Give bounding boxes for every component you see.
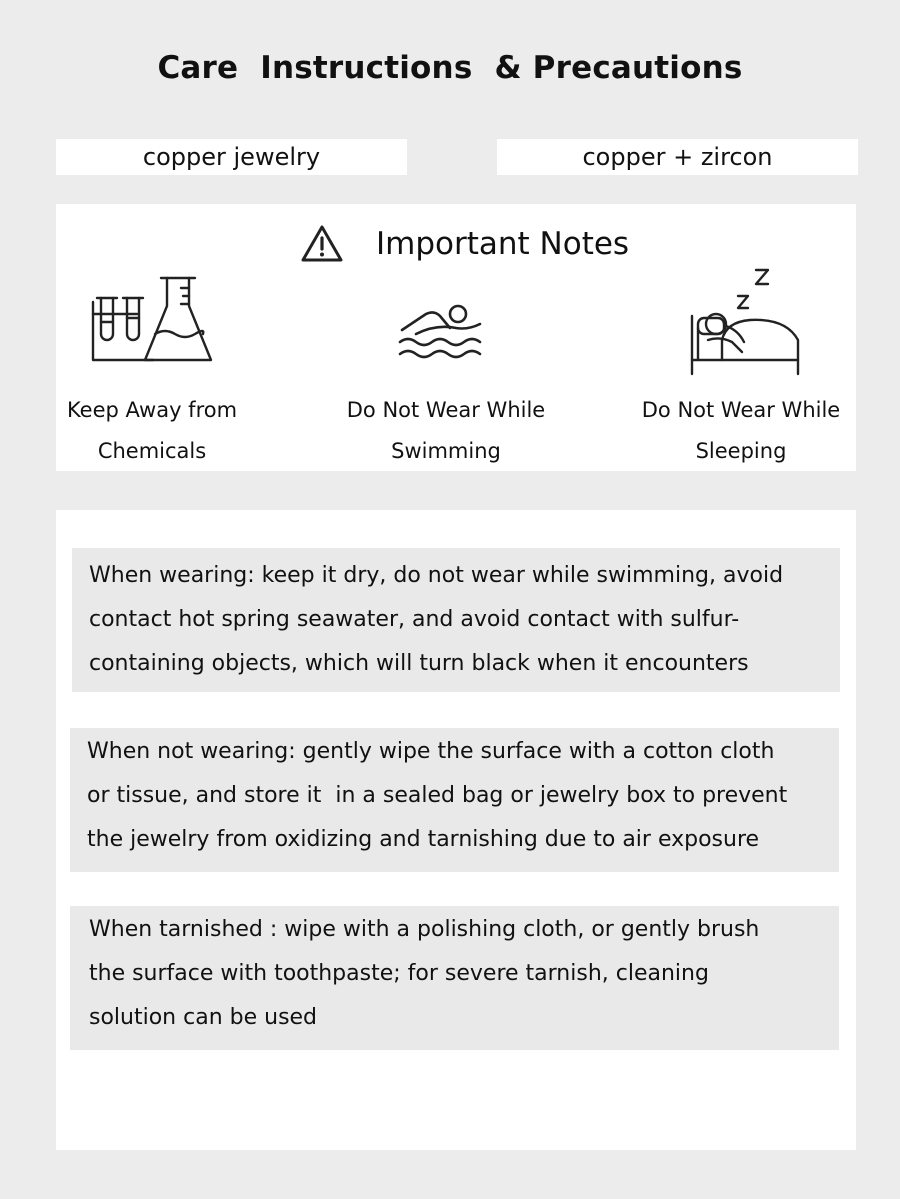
page-title: Care Instructions & Precautions	[157, 50, 743, 86]
important-notes-title: Important Notes	[376, 226, 630, 262]
chemicals-icon	[89, 272, 215, 374]
sleeping-icon	[686, 266, 806, 382]
swimming-icon	[396, 300, 486, 364]
note-label-swimming: Do Not Wear While Swimming	[346, 398, 546, 463]
warning-icon	[300, 224, 344, 268]
care-block-wearing: When wearing: keep it dry, do not wear while swimming, avoid contact hot spring seawater, and avoid contact with sulfur- containing objects, which will turn black when it encounters	[72, 548, 840, 692]
note-label-sleeping: Do Not Wear While Sleeping	[641, 398, 841, 463]
care-block-not-wearing: When not wearing: gently wipe the surface with a cotton cloth or tissue, and store it in a sealed bag or jewelry box to prevent the jewelry from oxidizing and tarnishing due to air exposure	[70, 728, 839, 872]
care-block-tarnished: When tarnished : wipe with a polishing cloth, or gently brush the surface with toothpaste; for severe tarnish, cleaning solution can be used	[70, 906, 839, 1050]
material-tag-copper: copper jewelry	[56, 139, 407, 175]
important-notes-panel	[56, 204, 856, 471]
care-instructions-panel	[56, 510, 856, 1150]
note-label-chemicals: Keep Away from Chemicals	[66, 398, 238, 463]
important-notes-header	[56, 222, 856, 266]
material-tag-copper-zircon: copper + zircon	[497, 139, 858, 175]
